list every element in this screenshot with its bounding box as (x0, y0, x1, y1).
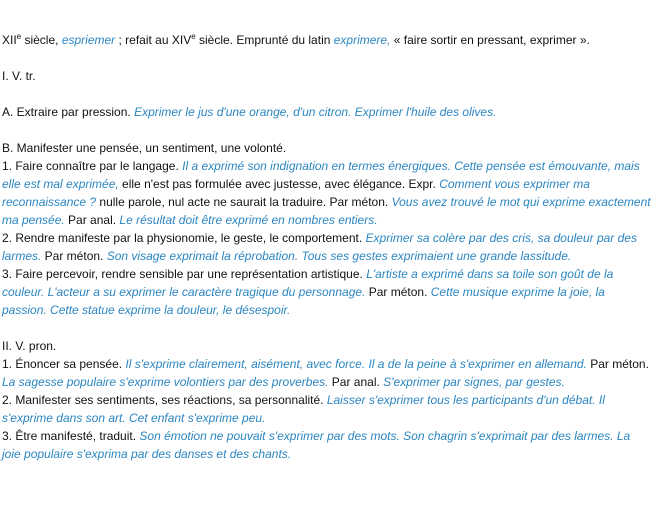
sense-text: Par méton. (586, 357, 649, 371)
etymology-text: siècle. Emprunté du latin (195, 33, 334, 47)
sense-II1 (2, 355, 652, 391)
sense-definition: 2. Rendre manifeste par la physionomie, le geste, le comportement. (2, 231, 366, 245)
sense-definition: 1. Faire connaître par le langage. (2, 159, 183, 173)
sense-text: Par méton. (365, 285, 431, 299)
superscript-e: e (16, 32, 22, 41)
sense-definition: 1. Énoncer sa pensée. (2, 357, 126, 371)
sense-A (2, 103, 652, 121)
old-form: espriemer (61, 33, 116, 47)
etymology-text: siècle, (21, 33, 62, 47)
sense-text: Par anal. (64, 213, 120, 227)
sense-text: Par anal. (328, 375, 384, 389)
section-heading-I: I. V. tr. (2, 69, 36, 83)
example-text: Son émotion ne pouvait s'exprimer par des mots. Son chagrin s'exprimait par des larmes. La joie populaire s'exprima par des danses et des chants. (2, 429, 631, 461)
definition-text (2, 31, 652, 463)
example-text: Vous avez trouvé le mot qui exprime exactement ma pensée. (2, 195, 651, 227)
example-text: Il s'exprime clairement, aisément, avec force. Il a de la peine à s'exprimer en allemand. (125, 357, 587, 371)
etymology-text: ; refait au XIV (115, 33, 192, 47)
example-text: Exprimer sa colère par des cris, sa douleur par des larmes. (2, 231, 637, 263)
example-text: La sagesse populaire s'exprime volontiers par des proverbes. (2, 375, 329, 389)
etymology (2, 31, 652, 49)
example-text: Son visage exprimait la réprobation. Tous ses gestes exprimaient une grande lassitude. (106, 249, 572, 263)
example-text: Cette musique exprime la joie, la passion. Cette statue exprime la douleur, le désespoir. (2, 285, 605, 317)
sense-B2 (2, 229, 652, 265)
sense-definition: 3. Faire percevoir, rendre sensible par une représentation artistique. (2, 267, 367, 281)
example-text: Laisser s'exprimer tous les participants d'un débat. Il s'exprime dans son art. Cet enfant s'exprime peu. (2, 393, 605, 425)
example-text: Il a exprimé son indignation en termes énergiques. Cette pensée est émouvante, mais elle est mal exprimée, (2, 159, 640, 191)
sense-definition: 2. Manifester ses sentiments, ses réactions, sa personnalité. (2, 393, 327, 407)
sense-definition: A. Extraire par pression. (2, 105, 135, 119)
example-text: L'artiste a exprimé dans sa toile son goût de la couleur. L'acteur a su exprimer le caractère tragique du personnage. (2, 267, 614, 299)
sense-text: nulle parole, nul acte ne saurait la traduire. Par méton. (96, 195, 392, 209)
superscript-e: e (191, 32, 196, 41)
example-text: Comment vous exprimer ma reconnaissance ? (2, 177, 590, 209)
sense-text: elle n'est pas formulée avec justesse, avec élégance. Expr. (118, 177, 440, 191)
sense-B1 (2, 157, 652, 229)
sense-B: B. Manifester une pensée, un sentiment, une volonté. (2, 141, 287, 155)
example-text: S'exprimer par signes, par gestes. (383, 375, 565, 389)
section-heading-II: II. V. pron. (2, 339, 57, 353)
sense-B3 (2, 265, 652, 319)
etymology-gloss: « faire sortir en pressant, exprimer ». (390, 33, 590, 47)
sense-II2 (2, 391, 652, 427)
sense-definition: 3. Être manifesté, traduit. (2, 429, 140, 443)
example-text: Exprimer le jus d'une orange, d'un citron. Exprimer l'huile des olives. (134, 105, 497, 119)
example-text: Le résultat doit être exprimé en nombres entiers. (119, 213, 378, 227)
sense-II3 (2, 427, 652, 463)
century-xii: XII (2, 33, 17, 47)
latin-form: exprimere, (333, 33, 391, 47)
sense-text: Par méton. (41, 249, 107, 263)
